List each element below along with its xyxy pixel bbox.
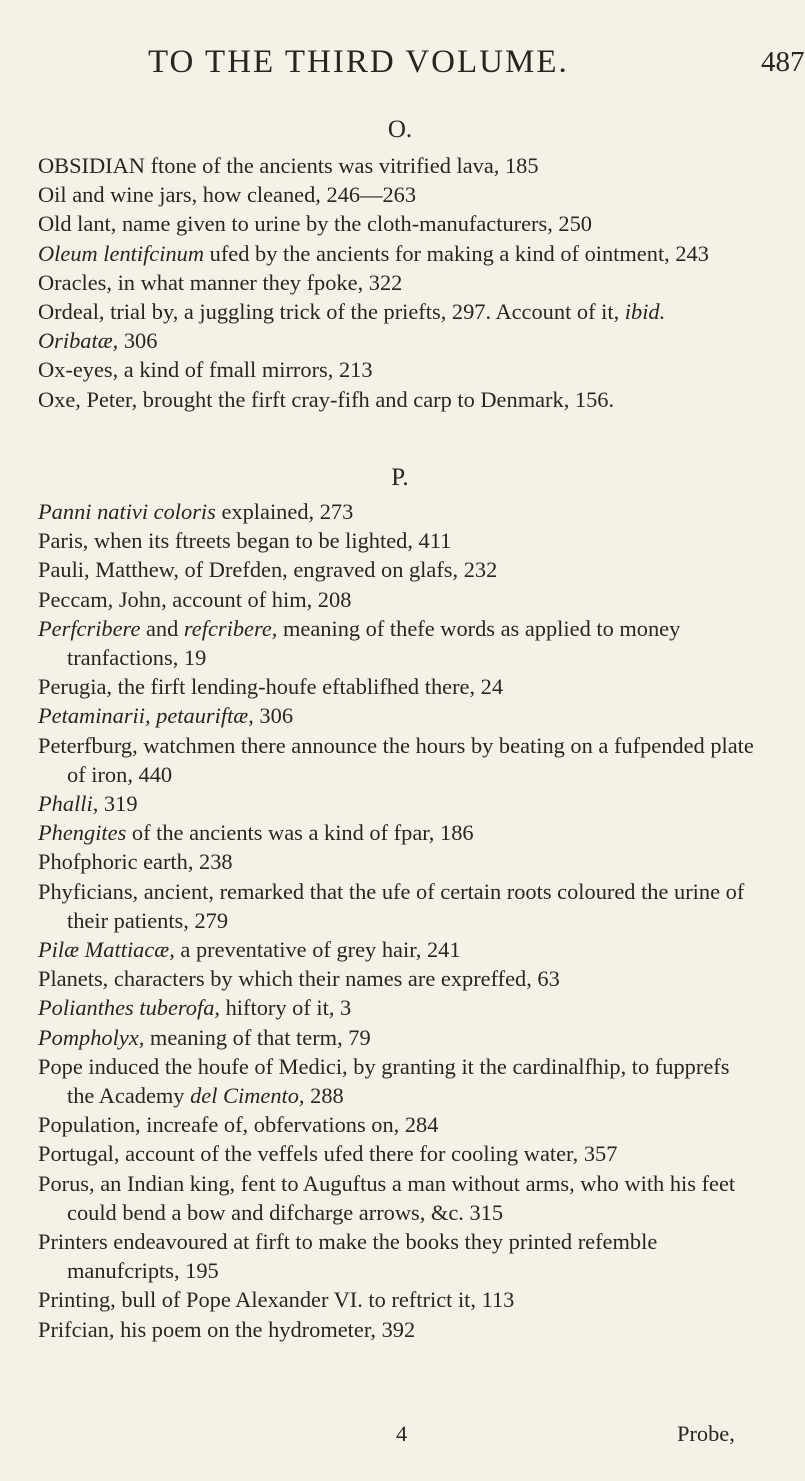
running-title: TO THE THIRD VOLUME. xyxy=(148,44,569,80)
index-entry xyxy=(38,326,754,355)
entry-text: 319 xyxy=(98,791,138,817)
entry-text: ufed by the ancients for making a kind of ointment, 243 xyxy=(204,240,709,266)
entry-italic-term: Oleum lentifcinum xyxy=(38,240,205,266)
entry-text: Planets, characters by which their names are expreffed, 63 xyxy=(38,966,560,992)
index-entry xyxy=(38,526,754,555)
entry-italic-term: refcribere, xyxy=(183,615,278,641)
index-entries-p xyxy=(38,497,754,1344)
signature-mark: 4 xyxy=(396,1421,408,1446)
index-entry xyxy=(38,385,754,414)
entry-text: hiftory of it, 3 xyxy=(220,995,352,1021)
entry-text: Ox-eyes, a kind of fmall mirrors, 213 xyxy=(38,357,373,383)
entry-text: Prifcian, his poem on the hydrometer, 392 xyxy=(38,1316,416,1342)
index-entry xyxy=(38,1169,754,1227)
entry-italic-term: Pilæ Mattiacæ, xyxy=(38,937,175,963)
section-heading-o: O. xyxy=(387,116,413,143)
index-entry xyxy=(38,818,754,847)
index-entry xyxy=(38,847,754,876)
entry-text: Peccam, John, account of him, 208 xyxy=(38,586,352,612)
entry-italic-term: ibid. xyxy=(624,299,666,325)
entry-italic-term: Phalli, xyxy=(38,791,99,817)
index-entry xyxy=(38,1285,754,1314)
index-entry xyxy=(38,1315,754,1344)
entry-text: ftone of the ancients was vitrified lava, 185 xyxy=(144,153,539,178)
page-number: 487 xyxy=(761,46,805,78)
index-entry xyxy=(38,1110,754,1139)
index-entry xyxy=(38,585,754,614)
entry-text: Oil and wine jars, how cleaned, 246—263 xyxy=(38,182,417,208)
index-entry xyxy=(38,355,754,384)
entry-text: Printers endeavoured at firft to make the books they printed refemble manufcripts, 195 xyxy=(38,1229,658,1284)
entry-text: Oracles, in what manner they fpoke, 322 xyxy=(38,269,403,295)
entry-italic-term: Petaminarii, petauriftæ, xyxy=(38,703,254,729)
index-entry xyxy=(38,555,754,584)
entry-text: explained, 273 xyxy=(215,499,354,524)
entry-text: Portugal, account of the veffels ufed there for cooling water, 357 xyxy=(38,1141,618,1167)
entry-italic-term: Oribatæ, xyxy=(38,328,119,354)
entry-text: Oxe, Peter, brought the firft cray-fifh and carp to Denmark, 156. xyxy=(38,386,615,412)
entry-text: of the ancients was a kind of fpar, 186 xyxy=(126,820,474,846)
section-heading-p: P. xyxy=(391,464,409,491)
index-entry xyxy=(38,964,754,993)
index-entry xyxy=(38,789,754,818)
index-entry xyxy=(38,993,754,1022)
running-header xyxy=(148,44,805,81)
index-entries-o xyxy=(38,151,754,414)
entry-text: Ordeal, trial by, a juggling trick of the priefts, 297. Account of it, xyxy=(38,299,625,325)
entry-italic-term: Perfcribere xyxy=(38,615,141,641)
index-entry xyxy=(38,614,754,672)
index-entry xyxy=(38,1023,754,1052)
entry-italic-term: Polianthes tuberofa, xyxy=(38,995,221,1021)
entry-text: meaning of thefe words as applied to money tranfactions, 19 xyxy=(67,615,681,671)
catchword: Probe, xyxy=(677,1421,735,1446)
entry-italic-term: del Cimento, xyxy=(190,1083,305,1109)
entry-text: Phofphoric earth, 238 xyxy=(38,849,233,875)
index-entry xyxy=(38,701,754,730)
index-entry xyxy=(38,1052,754,1110)
entry-text: a preventative of grey hair, 241 xyxy=(174,937,461,963)
index-entry xyxy=(38,1139,754,1168)
index-entry xyxy=(38,731,754,789)
index-entry xyxy=(38,877,754,935)
entry-text: Pauli, Matthew, of Drefden, engraved on glafs, 232 xyxy=(38,557,498,583)
entry-italic-term: Pompholyx, xyxy=(38,1024,145,1050)
index-entry xyxy=(38,935,754,964)
index-entry xyxy=(38,268,754,297)
index-entry xyxy=(38,209,754,238)
index-entry xyxy=(38,151,754,180)
entry-text: Pope induced the houfe of Medici, by granting it the cardinalfhip, to fupprefs the Academy xyxy=(38,1053,730,1109)
entry-text: Paris, when its ftreets began to be lighted, 411 xyxy=(38,528,452,554)
entry-text: and xyxy=(140,615,184,641)
entry-text: Old lant, name given to urine by the cloth-manufacturers, 250 xyxy=(38,211,593,237)
entry-text: 288 xyxy=(304,1083,344,1109)
entry-italic-term: Phengites xyxy=(38,820,127,846)
index-entry xyxy=(38,1227,754,1285)
entry-lead-word: OBSIDIAN xyxy=(38,153,145,178)
entry-text: Porus, an Indian king, fent to Auguftus a man without arms, who with his feet could bend a bow and difcharge arrows, &c. 315 xyxy=(38,1170,736,1225)
entry-text: Peterfburg, watchmen there announce the hours by beating on a fufpended plate of iron, 440 xyxy=(38,732,754,787)
entry-text: 306 xyxy=(118,328,158,354)
entry-italic-term: Panni nativi coloris xyxy=(38,499,216,524)
index-entry xyxy=(38,239,754,268)
entry-text: Printing, bull of Pope Alexander VI. to reftrict it, 113 xyxy=(38,1287,515,1313)
index-entry xyxy=(38,180,754,209)
index-entry xyxy=(38,297,754,326)
index-entry xyxy=(38,497,754,526)
entry-text: 306 xyxy=(253,703,294,729)
index-entry xyxy=(38,672,754,701)
entry-text: Population, increafe of, obfervations on, 284 xyxy=(38,1112,439,1138)
entry-text: meaning of that term, 79 xyxy=(144,1024,371,1050)
entry-text: Perugia, the firft lending-houfe eftablifhed there, 24 xyxy=(38,674,504,700)
entry-text: Phyficians, ancient, remarked that the ufe of certain roots coloured the urine of their patients, 279 xyxy=(38,878,745,933)
